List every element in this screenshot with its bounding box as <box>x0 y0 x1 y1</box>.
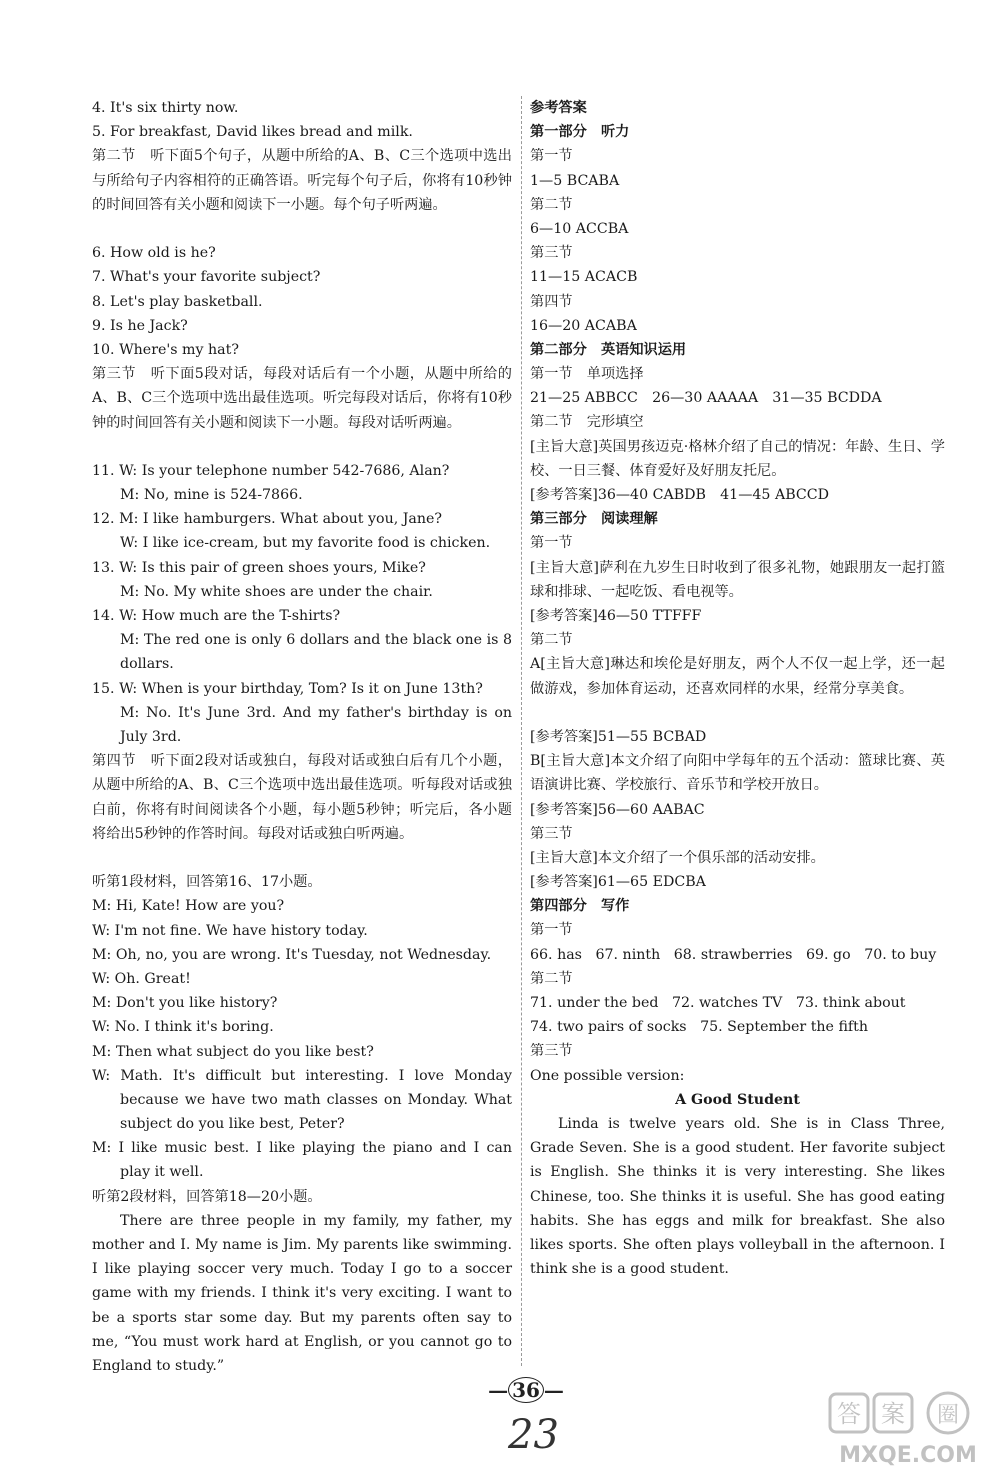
answers-51-55: [参考答案]51—55 BCBAD <box>530 728 707 745</box>
part-4-section-2: 第二节 <box>530 970 573 987</box>
part-4-heading: 第四部分 写作 <box>530 898 630 915</box>
material-1-line-8: W: Math. It's difficult but interesting. I love Monday because we have two math classes on Monday. What subject do you like best, Peter? <box>92 1067 512 1133</box>
answers-61-65: [参考答案]61—65 EDCBA <box>530 874 706 891</box>
material-2-title: 听第2段材料，回答第18—20小题。 <box>92 1188 322 1205</box>
dialog-11-line-2: M: No, mine is 524-7866. <box>120 487 303 504</box>
part-3-section-3: 第三节 <box>530 825 573 842</box>
material-1-line-3: M: Oh, no, you are wrong. It's Tuesday, not Wednesday. <box>92 946 492 963</box>
answer-72: 72. watches TV <box>671 995 783 1012</box>
part-3-main-idea-A: A[主旨大意]琳达和埃伦是好朋友，两个人不仅一起上学，还一起做游戏，参加体育运动，还喜欢同样的水果，经常分享美食。 <box>530 656 945 697</box>
part-1-section-4: 第四节 <box>530 293 573 310</box>
material-1-title: 听第1段材料，回答第16、17小题。 <box>92 874 322 891</box>
right-column <box>530 96 945 1281</box>
section-3-instructions: 第三节 听下面5段对话，每段对话后有一个小题，从题中所给的A、B、C三个选项中选出最佳选项。听完每段对话后，你将有10秒钟的时间回答有关小题和阅读下一小题。每段对话听两遍。 <box>92 366 512 431</box>
material-1-line-6: W: No. I think it's boring. <box>92 1019 274 1036</box>
dialog-12-line-2: W: I like ice-cream, but my favorite food is chicken. <box>120 535 491 552</box>
question-8: 8. Let's play basketball. <box>92 293 263 310</box>
part-3-main-idea-B: B[主旨大意]本文介绍了向阳中学每年的五个活动：篮球比赛、英语演讲比赛、学校旅行、音乐节和学校开放日。 <box>530 753 945 794</box>
part-4-section-3: 第三节 <box>530 1043 573 1060</box>
answer-75: 75. September the fifth <box>700 1019 868 1036</box>
column-divider <box>521 96 522 1366</box>
answers-71-73 <box>530 991 945 1015</box>
handwritten-number: 23 <box>508 1412 559 1458</box>
dialog-14-line-2: M: The red one is only 6 dollars and the black one is 8 dollars. <box>120 632 512 673</box>
material-1-line-5: M: Don't you like history? <box>92 995 278 1012</box>
dialog-11-line-1: 11. W: Is your telephone number 542-7686, Alan? <box>92 462 450 479</box>
answers-16-20: 16—20 ACABA <box>530 317 637 334</box>
material-1-line-7: M: Then what subject do you like best? <box>92 1043 374 1060</box>
answer-70: 70. to buy <box>864 946 937 963</box>
dialog-13-line-2: M: No. My white shoes are under the chair. <box>120 583 433 600</box>
part-1-section-1: 第一节 <box>530 148 573 165</box>
part-4-section-1: 第一节 <box>530 922 573 939</box>
part-3-section-2: 第二节 <box>530 632 573 649</box>
answer-73: 73. think about <box>795 995 906 1012</box>
answer-71: 71. under the bed <box>530 995 659 1012</box>
part-3-section-1: 第一节 <box>530 535 573 552</box>
material-2-passage: There are three people in my family, my father, my mother and I. My name is Jim. My parents like swimming. I like playing soccer very much. Today I go to a soccer game with my friends. I think it's very exciting. I want to be a sports star some day. But my parents often say to me, “You must work hard at English, or you cannot go to England to study.” <box>92 1212 512 1375</box>
part-3-main-idea-3: [主旨大意]本文介绍了一个俱乐部的活动安排。 <box>530 849 825 866</box>
essay-body: Linda is twelve years old. She is in Class Three, Grade Seven. She is a good student. Her favorite subject is English. She thinks it is very interesting. She likes Chinese, too. She thinks it is useful. She has good eating habits. She has eggs and milk for breakfast. She also likes sports. She often plays volleyball in the afternoon. I think she is a good student. <box>530 1115 945 1278</box>
dialog-15-line-2: M: No. It's June 3rd. And my father's birthday is on July 3rd. <box>120 704 512 745</box>
question-6: 6. How old is he? <box>92 245 216 262</box>
answers-6-10: 6—10 ACCBA <box>530 220 629 237</box>
part-2-section-2: 第二节 完形填空 <box>530 414 644 431</box>
material-1-line-9: M: I like music best. I like playing the piano and I can play it well. <box>92 1140 512 1181</box>
part-2-main-idea: [主旨大意]英国男孩迈克·格林介绍了自己的情况：年龄、生日、学校、一日三餐、体育爱好及好朋友托尼。 <box>530 438 945 479</box>
answer-key-title: 参考答案 <box>530 100 587 116</box>
dialog-14-line-1: 14. W: How much are the T-shirts? <box>92 608 341 625</box>
svg-text:MXQE.COM: MXQE.COM <box>839 1443 977 1468</box>
possible-version-label: One possible version: <box>530 1067 685 1084</box>
watermark-logo <box>828 1390 998 1470</box>
left-column <box>92 96 512 1378</box>
answers-36-45: [参考答案]36—40 CABDB 41—45 ABCCD <box>530 487 829 504</box>
listening-sentence-5: 5. For breakfast, David likes bread and milk. <box>92 124 413 141</box>
answers-21-35: 21—25 ABBCC 26—30 AAAAA 31—35 BCDDA <box>530 390 882 407</box>
answers-11-15: 11—15 ACACB <box>530 269 638 286</box>
answers-46-50: [参考答案]46—50 TTFFF <box>530 607 702 624</box>
part-1-section-2: 第二节 <box>530 196 573 213</box>
part-3-heading: 第三部分 阅读理解 <box>530 511 658 528</box>
section-2-instructions: 第二节 听下面5个句子，从题中所给的A、B、C三个选项中选出与所给句子内容相符的正确答语。听完每个句子后，你将有10秒钟的时间回答有关小题和阅读下一小题。每个句子听两遍。 <box>92 148 512 213</box>
part-2-heading: 第二部分 英语知识运用 <box>530 341 687 358</box>
answer-66: 66. has <box>530 946 582 963</box>
answers-1-5: 1—5 BCABA <box>530 172 620 189</box>
part-1-section-3: 第三节 <box>530 245 573 262</box>
answers-74-75 <box>530 1015 945 1039</box>
dialog-15-line-1: 15. W: When is your birthday, Tom? Is it on June 13th? <box>92 680 483 697</box>
question-10: 10. Where's my hat? <box>92 341 239 358</box>
answer-69: 69. go <box>805 946 851 963</box>
listening-sentence-4: 4. It's six thirty now. <box>92 100 239 116</box>
part-3-main-idea-1: [主旨大意]萨利在九岁生日时收到了很多礼物，她跟朋友一起打篮球和排球、一起吃饭、看电视等。 <box>530 559 945 600</box>
svg-text:圈: 圈 <box>936 1403 960 1428</box>
part-1-heading: 第一部分 听力 <box>530 124 630 141</box>
svg-text:答: 答 <box>837 1400 861 1428</box>
part-2-section-1: 第一节 单项选择 <box>530 366 644 383</box>
material-1-line-4: W: Oh. Great! <box>92 970 191 987</box>
answers-66-70 <box>530 943 945 967</box>
material-1-line-1: M: Hi, Kate! How are you? <box>92 898 285 915</box>
essay-title: A Good Student <box>675 1091 800 1108</box>
answers-56-60: [参考答案]56—60 AABAC <box>530 801 705 818</box>
dialog-13-line-1: 13. W: Is this pair of green shoes yours, Mike? <box>92 559 426 576</box>
dialog-12-line-1: 12. M: I like hamburgers. What about you, Jane? <box>92 511 443 528</box>
answer-67: 67. ninth <box>595 946 661 963</box>
answer-74: 74. two pairs of socks <box>530 1019 687 1036</box>
page-number: — 36 — <box>488 1378 564 1402</box>
question-7: 7. What's your favorite subject? <box>92 269 321 286</box>
question-9: 9. Is he Jack? <box>92 317 188 334</box>
material-1-line-2: W: I'm not fine. We have history today. <box>92 922 368 939</box>
answer-68: 68. strawberries <box>673 946 793 963</box>
section-4-instructions: 第四节 听下面2段对话或独白，每段对话或独白后有几个小题，从题中所给的A、B、C三个选项中选出最佳选项。听每段对话或独白前，你将有时间阅读各个小题，每小题5秒钟；听完后，各小题将给出5秒钟的作答时间。每段对话或独白听两遍。 <box>92 753 512 842</box>
svg-text:案: 案 <box>881 1400 905 1428</box>
